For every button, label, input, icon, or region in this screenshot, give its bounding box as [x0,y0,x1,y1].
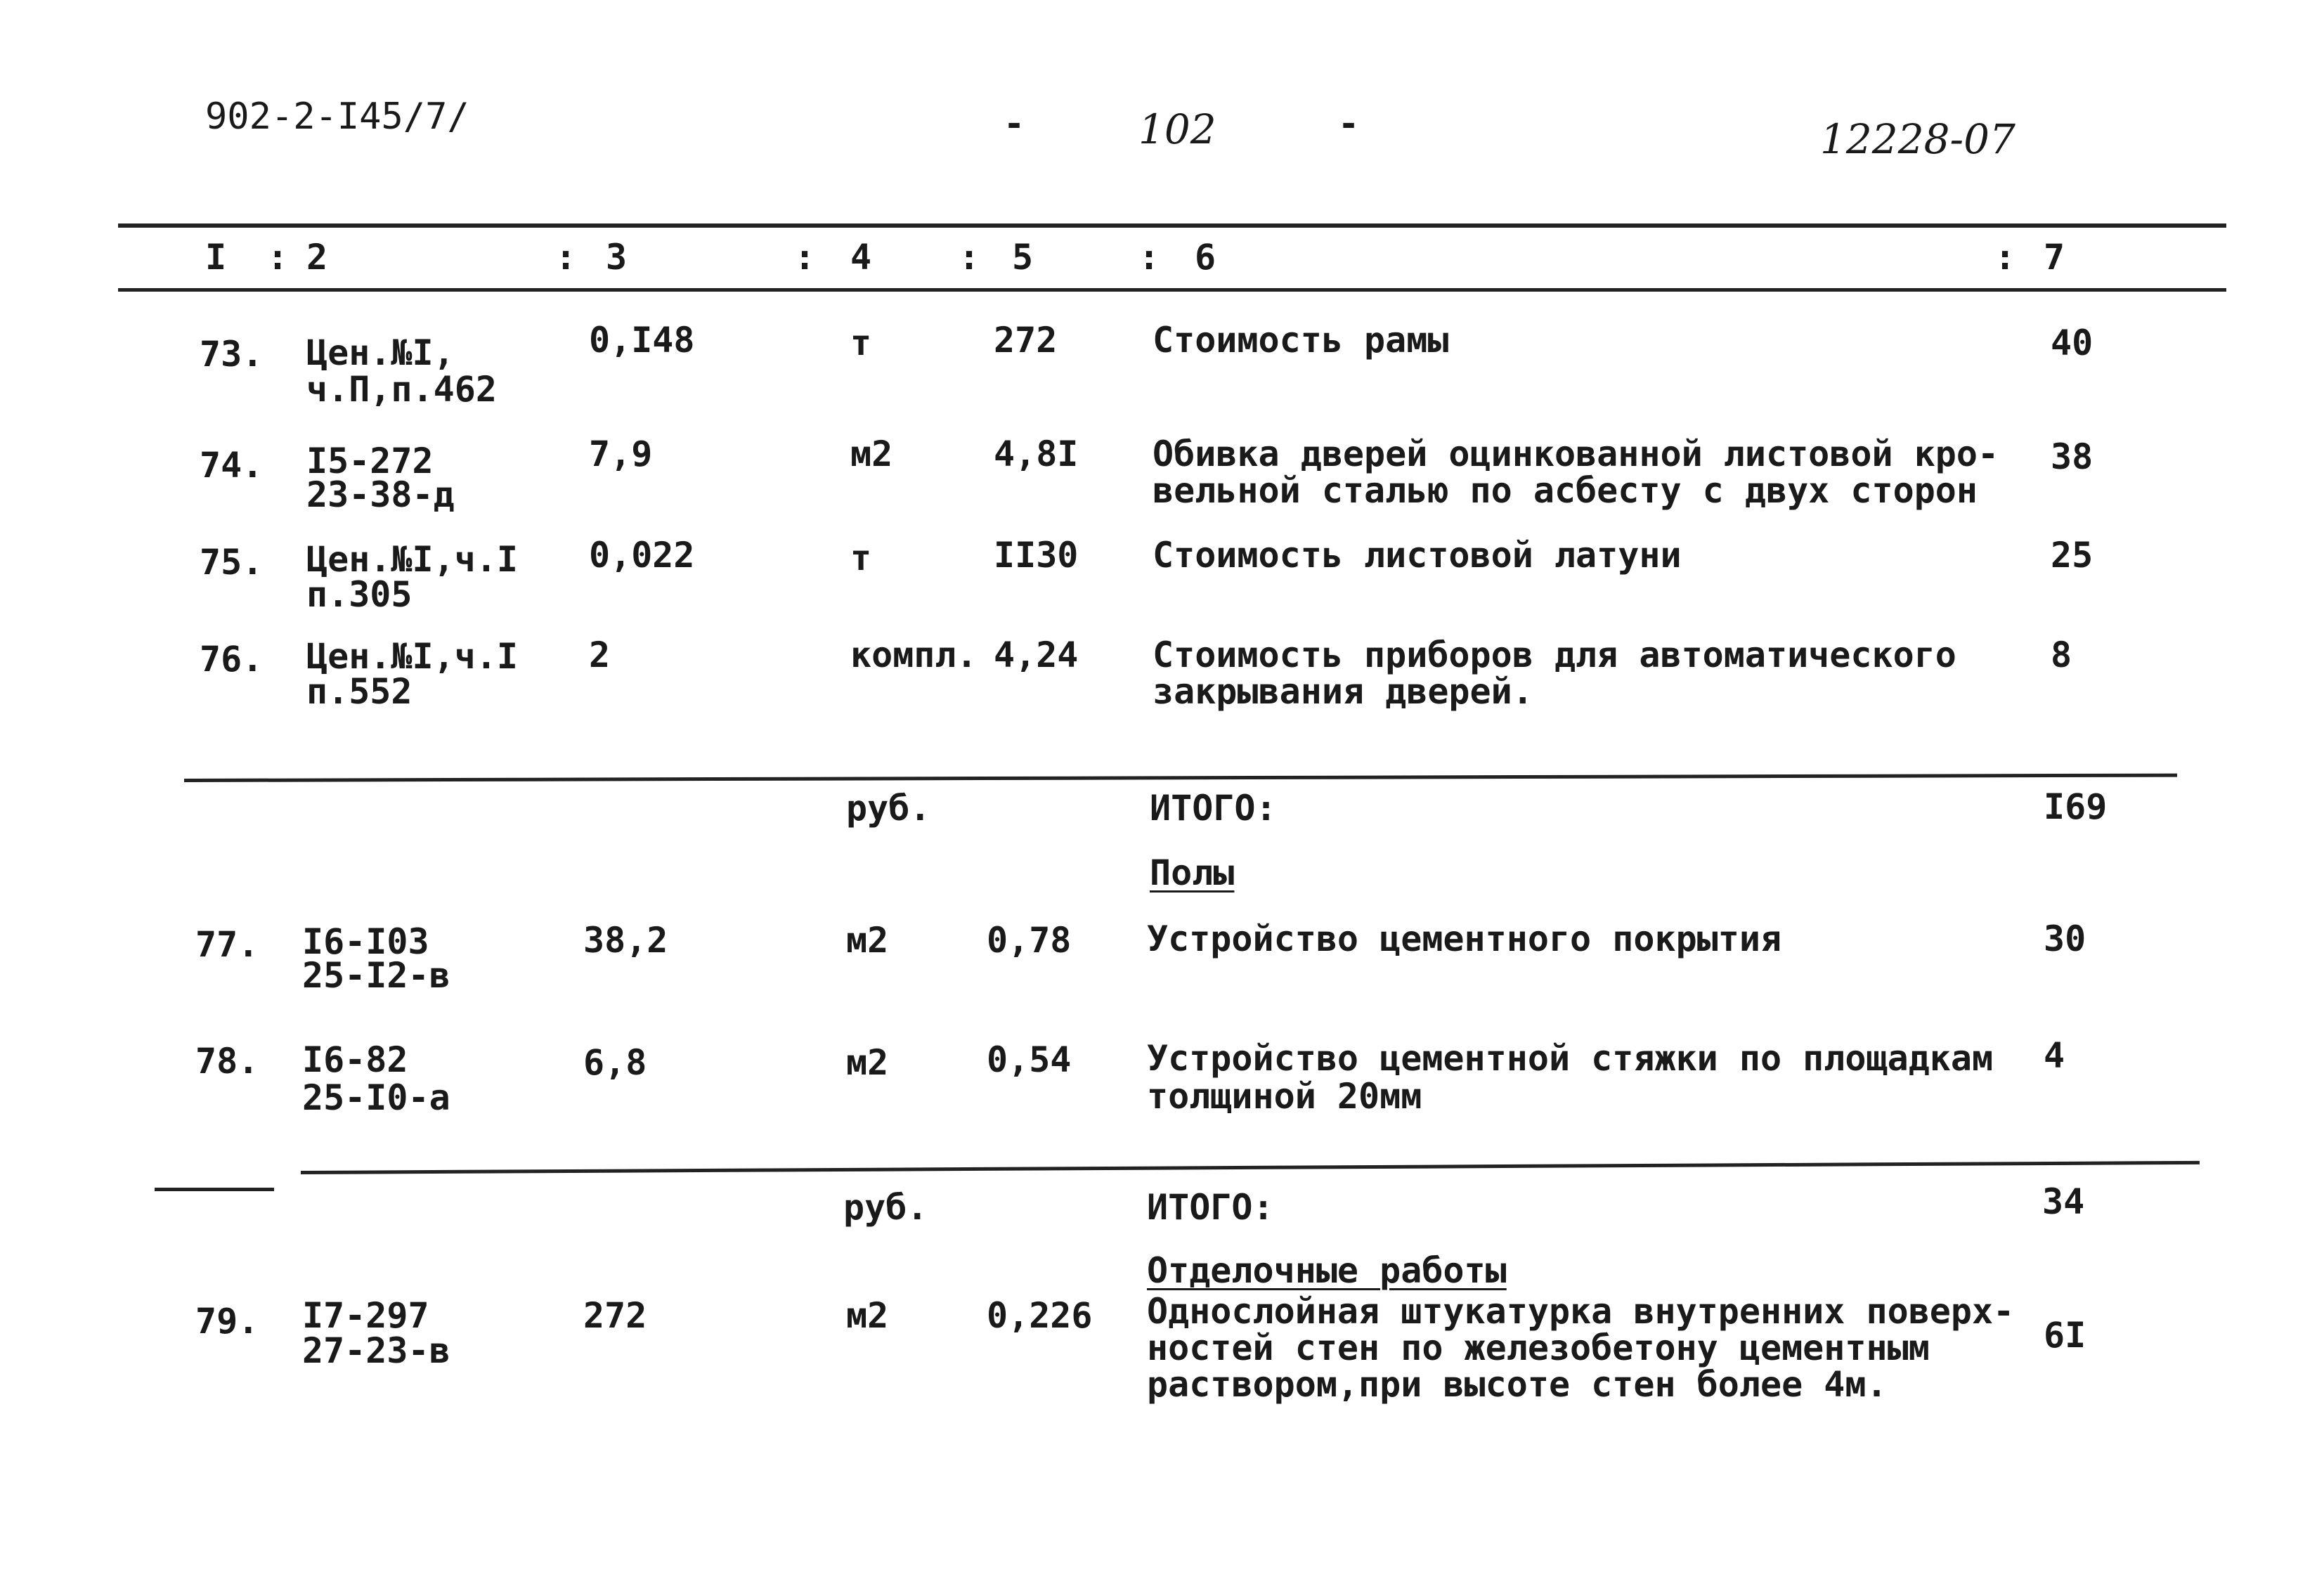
page-number: 102 [1138,105,1216,153]
row-total: 4 [2044,1035,2065,1076]
description: Однослойная штукатурка внутренних поверх- [1147,1291,2015,1332]
subtotal-total: 34 [2042,1181,2085,1222]
description: Стоимость листовой латуни [1153,535,1682,576]
description: Обивка дверей оцинкованной листовой кро- [1153,434,1999,474]
section-title-finishing: Отделочные работы [1147,1250,1507,1291]
col-header-sep: : [959,237,980,278]
unit: т [850,538,872,578]
description: толщиной 20мм [1147,1076,1422,1117]
subtotal-rule [301,1161,2200,1174]
quantity: 0,I48 [589,320,695,361]
subtotal-label: ИТОГО: [1147,1187,1274,1228]
header-top-rule [118,223,2226,228]
row-number: 74. [200,445,264,486]
page-dash-left: - [1004,103,1025,144]
col-header-5: 5 [1012,237,1034,278]
quantity: 38,2 [583,920,668,961]
header-bottom-rule [118,288,2226,292]
unit-price: 4,8I [994,434,1079,474]
archive-number: 12228-07 [1820,115,2015,163]
unit: т [850,323,872,363]
price-code: I6-82 [302,1039,408,1080]
col-header-7: 7 [2044,237,2065,278]
row-number: 75. [200,542,264,583]
row-total: 38 [2051,436,2093,477]
description: Стоимость приборов для автоматического [1153,635,1956,675]
unit-price: 0,78 [987,920,1072,961]
col-header-sep: : [555,237,577,278]
col-header-6: 6 [1195,237,1216,278]
price-code: п.305 [306,574,413,615]
col-header-2: 2 [306,237,328,278]
quantity: 2 [589,635,611,675]
quantity: 6,8 [583,1042,647,1083]
price-code: 25-I2-в [302,955,450,996]
row-total: 30 [2044,919,2086,959]
description: Устройство цементного покрытия [1147,919,1782,959]
description: вельной сталью по асбесту с двух сторон [1153,470,1978,511]
price-code: I5-272 [306,441,434,481]
unit-price: 0,54 [987,1039,1072,1080]
unit: м2 [846,1295,889,1336]
price-code: Цен.№I, [306,332,455,373]
subtotal-rule-left [155,1188,274,1191]
subtotal-unit: руб. [843,1187,928,1228]
quantity: 7,9 [589,434,653,474]
row-number: 78. [195,1041,259,1082]
col-header-sep: : [1994,237,2016,278]
description: Стоимость рамы [1153,320,1449,361]
document-code: 902-2-I45/7/ [205,96,469,138]
price-code: Цен.№I,ч.I [306,539,519,580]
subtotal-rule [184,774,2177,782]
price-code: 27-23-в [302,1330,450,1371]
description: закрывания дверей. [1153,671,1533,712]
row-total: 25 [2051,535,2093,576]
quantity: 272 [583,1295,647,1336]
unit: м2 [850,434,893,474]
row-number: 76. [200,639,264,680]
row-total: 6I [2044,1315,2086,1356]
price-code: Цен.№I,ч.I [306,636,519,677]
price-code: п.552 [306,671,413,712]
subtotal-total: I69 [2044,786,2108,827]
col-header-sep: : [1138,237,1160,278]
col-header-4: 4 [850,237,872,278]
page-dash-right: - [1338,103,1360,144]
description: раствором,при высоте стен более 4м. [1147,1364,1888,1405]
col-header-sep: : [794,237,816,278]
row-number: 73. [200,334,264,375]
unit-price: 4,24 [994,635,1079,675]
unit-price: II30 [994,535,1079,576]
unit: м2 [846,1042,889,1083]
row-number: 77. [195,924,259,965]
unit-price: 272 [994,320,1058,361]
description: Устройство цементной стяжки по площадкам [1147,1038,1994,1079]
price-code: ч.П,п.462 [306,369,497,410]
quantity: 0,022 [589,535,695,576]
price-code: I6-I03 [302,921,429,962]
unit-price: 0,226 [987,1295,1093,1336]
col-header-sep: : [267,237,289,278]
section-title-floors: Полы [1150,852,1235,893]
row-total: 40 [2051,323,2093,363]
row-total: 8 [2051,635,2072,675]
row-number: 79. [195,1301,259,1342]
subtotal-unit: руб. [846,788,931,829]
col-header-1: I [205,237,227,278]
subtotal-label: ИТОГО: [1150,788,1277,829]
price-code: 23-38-д [306,474,455,515]
unit: м2 [846,920,889,961]
price-code: I7-297 [302,1295,429,1336]
price-code: 25-I0-а [302,1077,450,1118]
col-header-3: 3 [606,237,628,278]
unit: компл. [850,635,978,675]
description: ностей стен по железобетону цементным [1147,1328,1930,1368]
